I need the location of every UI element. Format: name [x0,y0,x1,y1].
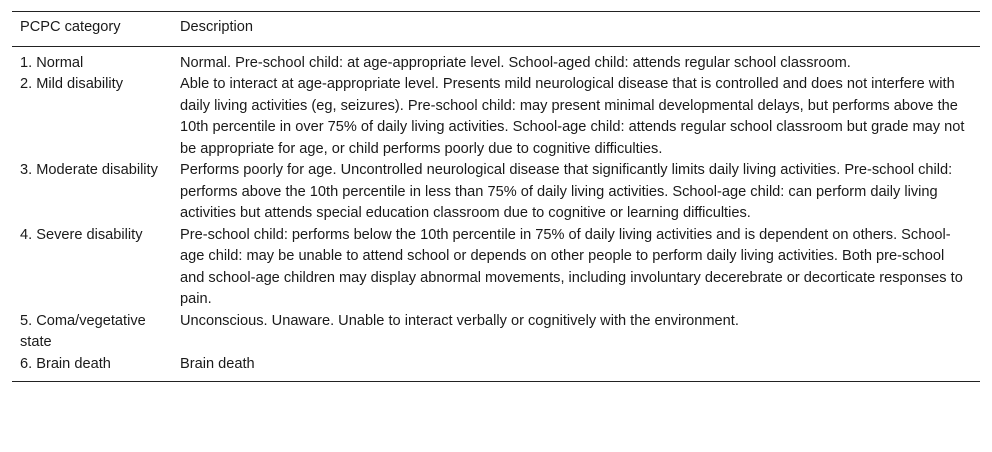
column-header-description: Description [172,12,980,47]
category-cell: 3. Moderate disability [20,162,158,178]
pcpc-table-container [12,11,980,382]
description-cell: Brain death [172,354,980,382]
description-cell: Normal. Pre-school child: at age-appropriate level. School-aged child: attends regular school classroom. [180,54,851,71]
description-cell: Performs poorly for age. Uncontrolled neurological disease that significantly limits daily living activities. Pre-school child: performs above the 10th percentile in less than 75% of daily living activities. School-age child: can perform daily living activities but attends special education classroom due to cognitive or learning difficulties. [180,162,953,221]
category-cell: 2. Mild disability [20,76,124,92]
table-row [12,160,980,225]
table-row [12,354,980,382]
category-cell: 5. Coma/vegetative state [20,312,146,350]
pcpc-table [12,11,980,382]
description-cell: Pre-school child: performs below the 10th percentile in 75% of daily living activities and is dependent on others. School-age child: may be unable to attend school or depends on other people to perform daily living activities. Both pre-school and school-age children may display abnormal movements, including involuntary decerebrate or decorticate responses to pain. [180,226,963,307]
category-cell: 4. Severe disability [20,226,143,243]
table-row [12,225,980,311]
column-header-category: PCPC category [12,12,172,47]
header-row [12,12,980,47]
table-body [12,46,980,382]
table-header [12,12,980,47]
table-row [12,311,980,354]
description-cell: Able to interact at age-appropriate level. Presents mild neurological disease that is controlled and does not interfere with daily living activities (eg, seizures). Pre-school child: may present minimal developmental delays, but performs above the 10th percentile in over 75% of daily living activities. School-age child: attends regular school classroom but grade may not be appropriate for age, or child performs poorly due to cognitive difficulties. [180,76,965,157]
category-cell: 1. Normal [20,54,84,71]
table-row [12,74,980,160]
table-row [12,46,980,74]
category-cell: 6. Brain death [12,354,172,382]
description-cell: Unconscious. Unaware. Unable to interact verbally or cognitively with the environment. [180,312,739,329]
